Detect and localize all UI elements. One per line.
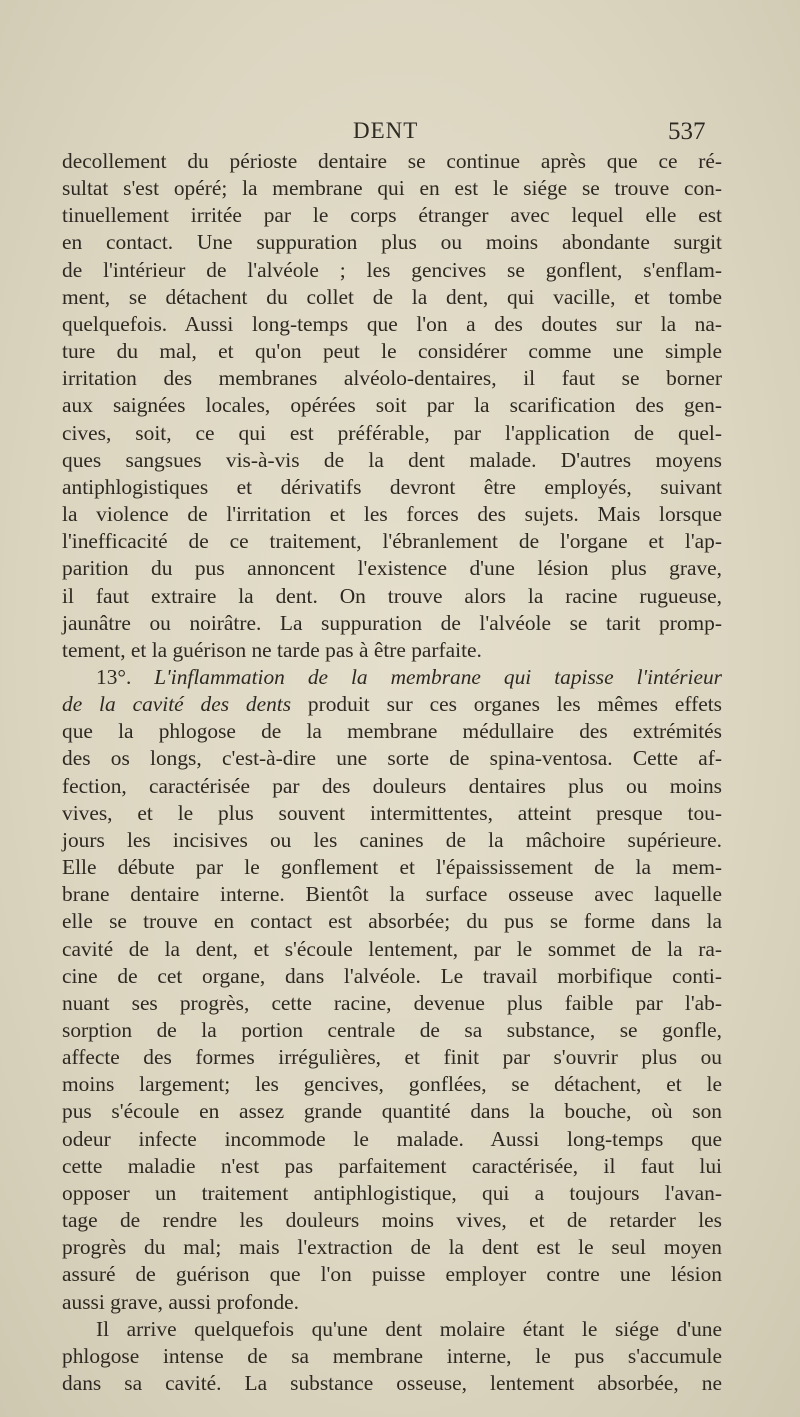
page-number: 537	[668, 118, 706, 145]
text-line: odeur infecte incommode le malade. Aussi long-temps que	[62, 1126, 722, 1151]
section-heading-line-2	[62, 691, 722, 718]
text-line: cette maladie n'est pas parfaitement caractérisée, il faut lui	[62, 1153, 722, 1178]
text-line: des os longs, c'est-à-dire une sorte de spina-ventosa. Cette af-	[62, 746, 722, 771]
text-line: jours les incisives ou les canines de la mâchoire supérieure.	[62, 827, 722, 852]
text-line: ture du mal, et qu'on peut le considérer comme une simple	[62, 339, 722, 364]
paragraph-1	[62, 148, 722, 664]
section-heading: L'inflammation de la membrane qui tapisse l'intérieur	[154, 664, 722, 689]
paragraph-3	[62, 1316, 722, 1397]
text-line: cine de cet organe, dans l'alvéole. Le travail morbifique conti-	[62, 963, 722, 988]
text-line: aux saignées locales, opérées soit par la scarification des gen-	[62, 393, 722, 418]
text-line: elle se trouve en contact est absorbée; du pus se forme dans la	[62, 909, 722, 934]
text-line: assuré de guérison que l'on puisse employer contre une lésion	[62, 1262, 722, 1287]
text-line: progrès du mal; mais l'extraction de la dent est le seul moyen	[62, 1235, 722, 1260]
text-line: cives, soit, ce qui est préférable, par l'application de quel-	[62, 420, 722, 445]
text-line: aussi grave, aussi profonde.	[62, 1289, 300, 1314]
text-fragment: produit sur ces organes les mêmes effets	[307, 692, 722, 717]
text-line: affecte des formes irrégulières, et finit par s'ouvrir plus ou	[62, 1045, 722, 1070]
running-title: DENT	[353, 118, 419, 143]
text-line: de l'intérieur de l'alvéole ; les gencives se gonflent, s'enflam-	[62, 257, 722, 282]
text-line: parition du pus annoncent l'existence d'une lésion plus grave,	[62, 556, 722, 581]
text-line: ment, se détachent du collet de la dent, qui vacille, et tombe	[62, 284, 722, 309]
text-line: sorption de la portion centrale de sa substance, se gonfle,	[62, 1018, 722, 1042]
text-line: opposer un traitement antiphlogistique, qui a toujours l'avan-	[62, 1180, 722, 1205]
text-line: ques sangsues vis-à-vis de la dent malade. D'autres moyens	[62, 447, 722, 472]
text-line: irritation des membranes alvéolo-dentaires, il faut se borner	[62, 366, 722, 391]
text-line: tage de rendre les douleurs moins vives, et de retarder les	[62, 1208, 722, 1233]
text-line: decollement du périoste dentaire se continue après que ce ré-	[62, 149, 722, 173]
text-line: brane dentaire interne. Bientôt la surface osseuse avec laquelle	[62, 882, 722, 907]
text-line: Elle débute par le gonflement et l'épaississement de la mem-	[62, 855, 722, 880]
text-line: moins largement; les gencives, gonflées, se détachent, et le	[62, 1072, 722, 1097]
text-line: que la phlogose de la membrane médullaire des extrémités	[62, 719, 722, 744]
text-line: tement, et la guérison ne tarde pas à être parfaite.	[62, 637, 482, 662]
text-line: quelquefois. Aussi long-temps que l'on a des doutes sur la na-	[62, 311, 722, 336]
text-line: sultat s'est opéré; la membrane qui en est le siége se trouve con-	[62, 176, 722, 201]
paragraph-2	[62, 664, 722, 1316]
section-heading-line	[62, 664, 722, 691]
text-line: Il arrive quelquefois qu'une dent molaire étant le siége d'une	[96, 1316, 722, 1341]
text-line: cavité de la dent, et s'écoule lentement, par le sommet de la ra-	[62, 936, 722, 961]
text-line: la violence de l'irritation et les forces des sujets. Mais lorsque	[62, 502, 722, 527]
text-line: vives, et le plus souvent intermittentes, atteint presque tou-	[62, 800, 722, 825]
text-line: dans sa cavité. La substance osseuse, lentement absorbée, ne	[62, 1371, 722, 1396]
text-line: tinuellement irritée par le corps étranger avec lequel elle est	[62, 203, 722, 228]
text-line: en contact. Une suppuration plus ou moins abondante surgit	[62, 230, 722, 255]
page-header	[0, 118, 800, 152]
body-text	[62, 148, 722, 1397]
text-line: antiphlogistiques et dérivatifs devront être employés, suivant	[62, 474, 722, 499]
text-line: pus s'écoule en assez grande quantité dans la bouche, où son	[62, 1099, 722, 1124]
text-line: nuant ses progrès, cette racine, devenue plus faible par l'ab-	[62, 990, 722, 1015]
text-line: il faut extraire la dent. On trouve alors la racine rugueuse,	[62, 583, 722, 608]
section-number: 13°.	[96, 664, 132, 689]
section-heading-cont: de la cavité des dents	[62, 692, 292, 717]
text-line: phlogose intense de sa membrane interne, le pus s'accumule	[62, 1343, 722, 1368]
text-line: l'inefficacité de ce traitement, l'ébranlement de l'organe et l'ap-	[62, 529, 722, 554]
text-line: jaunâtre ou noirâtre. La suppuration de l'alvéole se tarit promp-	[62, 610, 722, 635]
text-line: fection, caractérisée par des douleurs dentaires plus ou moins	[62, 773, 722, 798]
